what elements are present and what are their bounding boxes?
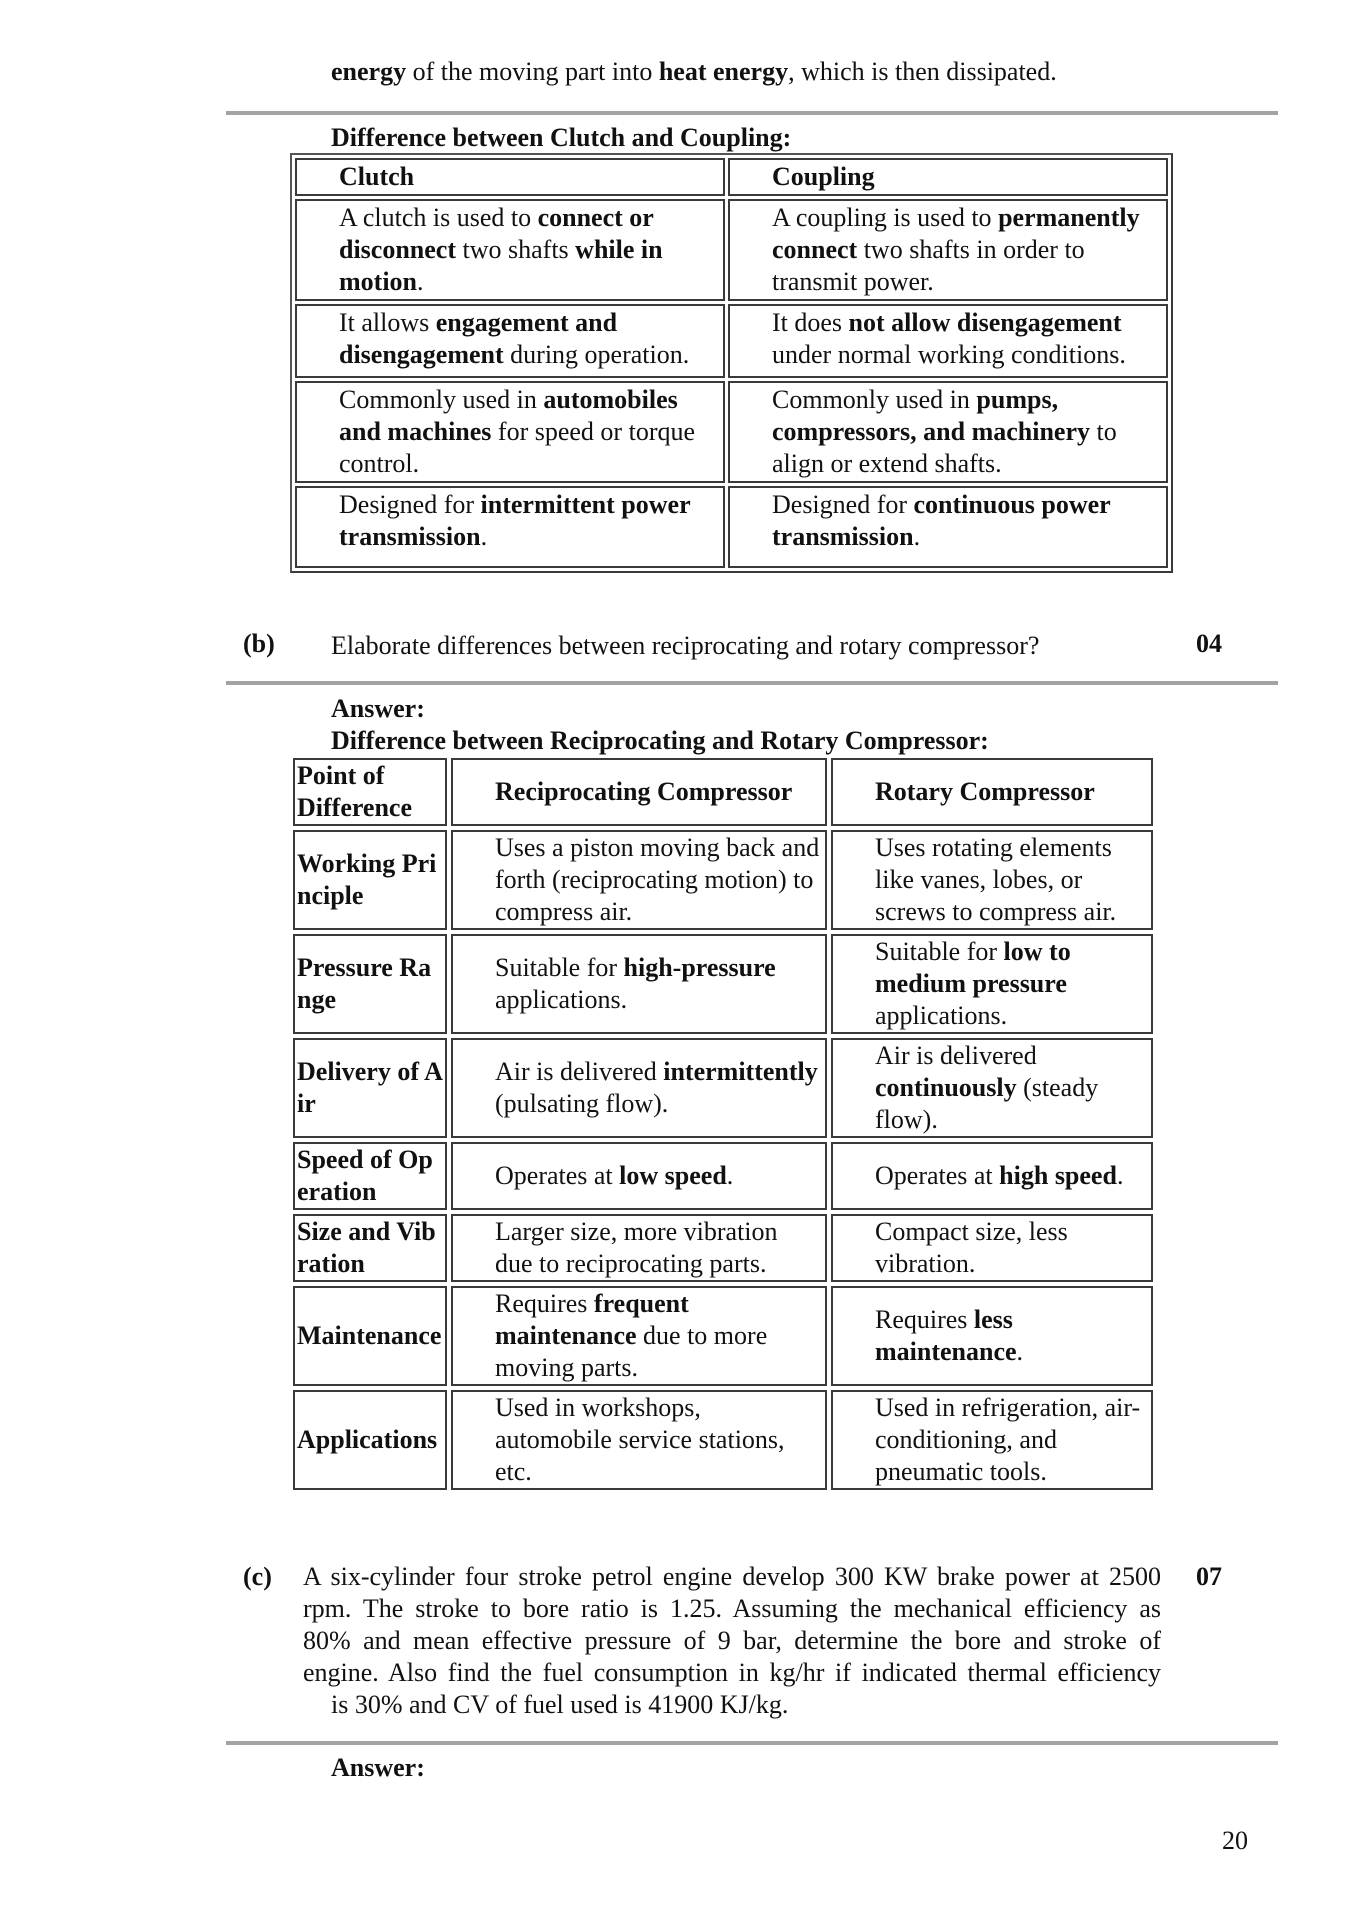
text-span: . xyxy=(417,267,424,296)
text-span: under normal working conditions. xyxy=(772,340,1126,369)
question-b-label: (b) xyxy=(243,629,275,658)
rotary-cell xyxy=(831,830,1153,930)
bold-span: heat energy xyxy=(658,57,789,86)
table-row xyxy=(295,381,1168,483)
bold-span: frequent maintenance xyxy=(495,1289,689,1350)
text-span: Suitable for xyxy=(495,953,624,982)
text-span: during operation. xyxy=(503,340,690,369)
section-divider xyxy=(226,1741,1278,1745)
clutch-cell xyxy=(295,381,725,483)
bold-span: pumps, compressors, and machinery xyxy=(772,385,1091,446)
table-row xyxy=(293,830,1153,930)
clutch-cell xyxy=(295,199,725,301)
reciprocating-cell xyxy=(451,1390,827,1490)
bold-span: permanently connect xyxy=(772,203,1140,264)
bold-span: low speed xyxy=(619,1161,727,1190)
bold-span: high-pressure xyxy=(623,953,776,982)
header-rotary: Rotary Compressor xyxy=(831,758,1153,826)
coupling-cell xyxy=(728,304,1168,378)
text-span: Air is delivered xyxy=(875,1041,1037,1070)
bold-span: connect or disconnect xyxy=(339,203,654,264)
question-c-line: is 30% and CV of fuel used is 41900 KJ/kg. xyxy=(331,1690,789,1719)
table-row xyxy=(293,1038,1153,1138)
clutch-coupling-heading: Difference between Clutch and Coupling: xyxy=(331,123,792,152)
point-of-difference-cell: Working Principle xyxy=(293,830,447,930)
header-point-of-difference: Point of Difference xyxy=(293,758,447,826)
text-span: Suitable for xyxy=(875,937,1004,966)
table-row xyxy=(293,1142,1153,1210)
text-span: for speed or torque control. xyxy=(339,417,696,478)
bold-span: less maintenance xyxy=(875,1305,1017,1366)
text-span: A coupling is used to xyxy=(772,203,999,232)
answer-label-b: Answer: xyxy=(331,694,425,723)
text-span: Operates at xyxy=(875,1161,1000,1190)
coupling-cell xyxy=(728,486,1168,568)
table-row xyxy=(293,1214,1153,1282)
text-span: due to more moving parts. xyxy=(495,1321,768,1382)
reciprocating-cell xyxy=(451,830,827,930)
coupling-cell xyxy=(728,199,1168,301)
text-span: Larger size, more vibration due to reciprocating parts. xyxy=(495,1217,778,1278)
clutch-cell xyxy=(295,304,725,378)
text-span: Compact size, less vibration. xyxy=(875,1217,1068,1278)
table-row xyxy=(293,1390,1153,1490)
text-span: . xyxy=(1016,1337,1024,1366)
text-span: Requires xyxy=(495,1289,594,1318)
text-span: . xyxy=(1116,1161,1124,1190)
table-row xyxy=(295,199,1168,301)
text-span: (pulsating flow). xyxy=(495,1089,669,1118)
question-c-line: 80% and mean effective pressure of 9 bar, determine the bore and stroke of xyxy=(303,1626,1161,1655)
text-span: . xyxy=(726,1161,734,1190)
bold-span: while in motion xyxy=(339,235,663,296)
text-span: (steady flow). xyxy=(875,1073,1099,1134)
section-divider xyxy=(226,681,1278,685)
compressor-table-heading: Difference between Reciprocating and Rotary Compressor: xyxy=(331,726,989,755)
question-c-line: rpm. The stroke to bore ratio is 1.25. Assuming the mechanical efficiency as xyxy=(303,1594,1161,1623)
continuation-text xyxy=(331,56,1057,88)
question-b-text: Elaborate differences between reciprocating and rotary compressor? xyxy=(331,631,1040,660)
table-row xyxy=(293,1286,1153,1386)
bold-span: continuously xyxy=(875,1073,1017,1102)
text-span: applications. xyxy=(875,1001,1008,1030)
answer-label-c: Answer: xyxy=(331,1753,425,1782)
header-reciprocating: Reciprocating Compressor xyxy=(451,758,827,826)
reciprocating-cell xyxy=(451,934,827,1034)
text-span: Uses a piston moving back and forth (reciprocating motion) to compress air. xyxy=(495,833,820,926)
table-header-row xyxy=(295,158,1168,196)
point-of-difference-cell: Size and Vibration xyxy=(293,1214,447,1282)
bold-span: intermittently xyxy=(663,1057,818,1086)
clutch-coupling-table xyxy=(290,153,1173,573)
reciprocating-cell xyxy=(451,1142,827,1210)
text-span: , which is then dissipated. xyxy=(788,57,1057,86)
question-c-line: engine. Also find the fuel consumption in kg/hr if indicated thermal efficiency xyxy=(303,1658,1161,1687)
bold-span: continuous power transmission xyxy=(772,490,1111,551)
text-span: Requires xyxy=(875,1305,974,1334)
question-c-label: (c) xyxy=(243,1562,272,1591)
text-span: Designed for xyxy=(772,490,914,519)
text-span: Air is delivered xyxy=(495,1057,664,1086)
question-b-marks: 04 xyxy=(1196,629,1222,658)
coupling-cell xyxy=(728,381,1168,483)
text-span: to align or extend shafts. xyxy=(772,417,1117,478)
point-of-difference-cell: Pressure Range xyxy=(293,934,447,1034)
text-span: Commonly used in xyxy=(772,385,977,414)
text-span: of the moving part into xyxy=(406,57,659,86)
text-span: Uses rotating elements like vanes, lobes, or screws to compress air. xyxy=(875,833,1117,926)
bold-span: intermittent power transmission xyxy=(339,490,691,551)
bold-span: low to medium pressure xyxy=(875,937,1071,998)
reciprocating-cell xyxy=(451,1214,827,1282)
text-span: Used in workshops, automobile service stations, etc. xyxy=(495,1393,785,1486)
point-of-difference-cell: Maintenanc​e xyxy=(293,1286,447,1386)
text-span: two shafts in order to transmit power. xyxy=(772,235,1085,296)
rotary-cell xyxy=(831,1390,1153,1490)
question-c-marks: 07 xyxy=(1196,1562,1222,1591)
clutch-cell xyxy=(295,486,725,568)
point-of-difference-cell: Delivery of Air xyxy=(293,1038,447,1138)
text-span: It allows xyxy=(339,308,436,337)
compressor-table xyxy=(289,754,1157,1494)
reciprocating-cell xyxy=(451,1286,827,1386)
point-of-difference-cell: Application​s xyxy=(293,1390,447,1490)
table-row xyxy=(295,486,1168,568)
text-span: Used in refrigeration, air-conditioning, and pneumatic tools. xyxy=(875,1393,1141,1486)
page-number: 20 xyxy=(1222,1826,1248,1855)
text-span: Commonly used in xyxy=(339,385,544,414)
point-of-difference-cell: Speed of Operation xyxy=(293,1142,447,1210)
bold-span: high speed xyxy=(999,1161,1117,1190)
text-span: Designed for xyxy=(339,490,481,519)
rotary-cell xyxy=(831,1142,1153,1210)
header-clutch: Clutch xyxy=(295,158,725,196)
bold-span: energy xyxy=(331,57,407,86)
question-c-line: A six-cylinder four stroke petrol engine develop 300 KW brake power at 2500 xyxy=(303,1562,1161,1591)
header-coupling: Coupling xyxy=(728,158,1168,196)
bold-span: not allow disengagement xyxy=(848,308,1122,337)
text-span: Operates at xyxy=(495,1161,620,1190)
bold-span: automobiles and machines xyxy=(339,385,678,446)
rotary-cell xyxy=(831,1214,1153,1282)
table-row xyxy=(295,304,1168,378)
rotary-cell xyxy=(831,1038,1153,1138)
text-span: two shafts xyxy=(456,235,576,264)
question-c-text xyxy=(303,1561,1161,1721)
rotary-cell xyxy=(831,1286,1153,1386)
section-divider xyxy=(226,111,1278,115)
bold-span: engagement and disengagement xyxy=(339,308,618,369)
table-row xyxy=(293,934,1153,1034)
text-span: applications. xyxy=(495,985,628,1014)
text-span: . xyxy=(913,522,921,551)
table-header-row xyxy=(293,758,1153,826)
rotary-cell xyxy=(831,934,1153,1034)
text-span: A clutch is used to xyxy=(339,203,538,232)
reciprocating-cell xyxy=(451,1038,827,1138)
text-span: . xyxy=(480,522,488,551)
text-span: It does xyxy=(772,308,849,337)
